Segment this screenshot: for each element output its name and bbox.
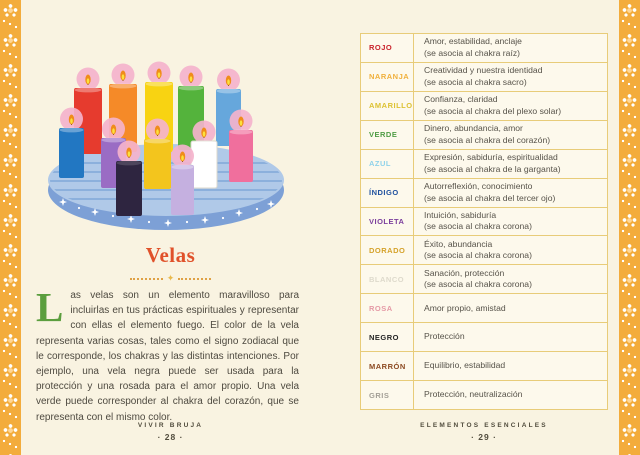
table-row (361, 91, 607, 120)
color-meaning-cell: Protección, neutralización (424, 389, 523, 400)
table-row (361, 178, 607, 207)
color-name-cell: AZUL (361, 150, 414, 178)
table-row (361, 351, 607, 380)
black-candle (116, 141, 142, 217)
color-meaning-cell: Expresión, sabiduría, espiritualidad (se asocia al chakra de la garganta) (424, 152, 561, 174)
table-row (361, 322, 607, 351)
color-meaning-cell: Dinero, abundancia, amor (se asocia al chakra del corazón) (424, 123, 551, 145)
color-name-cell: NEGRO (361, 323, 414, 351)
page-title: Velas (145, 243, 196, 267)
color-name-cell: NARANJA (361, 63, 414, 91)
color-meaning-cell: Sanación, protección (se asocia al chakra corona) (424, 267, 532, 290)
color-name-cell: DORADO (361, 236, 414, 264)
color-name-cell: BLANCO (361, 265, 414, 293)
lavender-candle (171, 145, 194, 216)
color-name-cell: VIOLETA (361, 208, 414, 236)
color-name-cell: VERDE (361, 121, 414, 149)
color-meaning-cell: Amor, estabilidad, anclaje (se asocia al chakra raíz) (424, 36, 522, 58)
right-page (320, 0, 618, 455)
color-meaning-cell: Autorreflexión, conocimiento (se asocia al chakra del tercer ojo) (424, 181, 556, 203)
table-row (361, 62, 607, 91)
color-name-cell: ÍNDIGO (361, 179, 414, 207)
color-name-cell: GRIS (361, 381, 414, 409)
title-divider (21, 274, 320, 283)
color-meaning-cell: Creatividad y nuestra identidad (se asocia al chakra sacro) (424, 65, 543, 87)
gold-candle (144, 119, 171, 190)
color-meaning-cell: Confianza, claridad (se asocia al chakra del plexo solar) (424, 94, 562, 116)
white-candle (191, 121, 217, 189)
table-row (361, 120, 607, 149)
drop-cap: L (36, 284, 64, 330)
footer-series-title: VIVIR BRUJA (137, 422, 204, 429)
candles-illustration-svg (31, 8, 311, 236)
left-page-footer (21, 422, 320, 442)
table-row (361, 149, 607, 178)
body-paragraph (36, 284, 299, 425)
color-meaning-cell: Protección (424, 331, 465, 342)
color-name-cell: MARRÓN (361, 352, 414, 380)
color-meaning-cell: Éxito, abundancia (se asocia al chakra corona) (424, 238, 532, 261)
right-page-footer (360, 422, 608, 442)
color-meaning-cell: Equilibrio, estabilidad (424, 360, 506, 371)
dark-blue-candle (59, 108, 84, 179)
table-row (361, 207, 607, 236)
table-row (361, 293, 607, 322)
left-border-ornament (0, 0, 21, 455)
table-row (361, 235, 607, 264)
color-name-cell: ROSA (361, 294, 414, 322)
right-border-ornament (619, 0, 640, 455)
divider-dotted-line (178, 278, 211, 280)
table-row (361, 264, 607, 293)
page-number: · 29 · (471, 432, 497, 442)
star-icon: ✦ (166, 273, 175, 283)
color-name-cell: AMARILLO (361, 92, 414, 120)
left-page (21, 0, 320, 455)
color-name-cell: ROJO (361, 34, 414, 62)
pink-candle (229, 110, 253, 183)
footer-series-title: ELEMENTOS ESENCIALES (420, 422, 548, 429)
paragraph-text: as velas son un elemento maravilloso para incluirlas en tus prácticas espirituales y representar con ellas el elemento fuego. El color de la vela representa varias cosas, tales como el signo zodiacal que le corresponde, los chakras y las distintas intenciones. Por ejemplo, una vela negra puede ser usada para la protección y una rosada para el amor propio. Una vela verde puede corresponder al chakra del corazón, que se representa con el mismo color. (36, 290, 299, 423)
table-row (361, 34, 607, 62)
color-meaning-cell: Intuición, sabiduría (se asocia al chakra corona) (424, 209, 532, 232)
table-row (361, 380, 607, 409)
color-meaning-table (360, 33, 608, 410)
page-number: · 28 · (157, 432, 184, 442)
color-meaning-cell: Amor propio, amistad (424, 302, 506, 313)
divider-dotted-line (130, 278, 163, 280)
